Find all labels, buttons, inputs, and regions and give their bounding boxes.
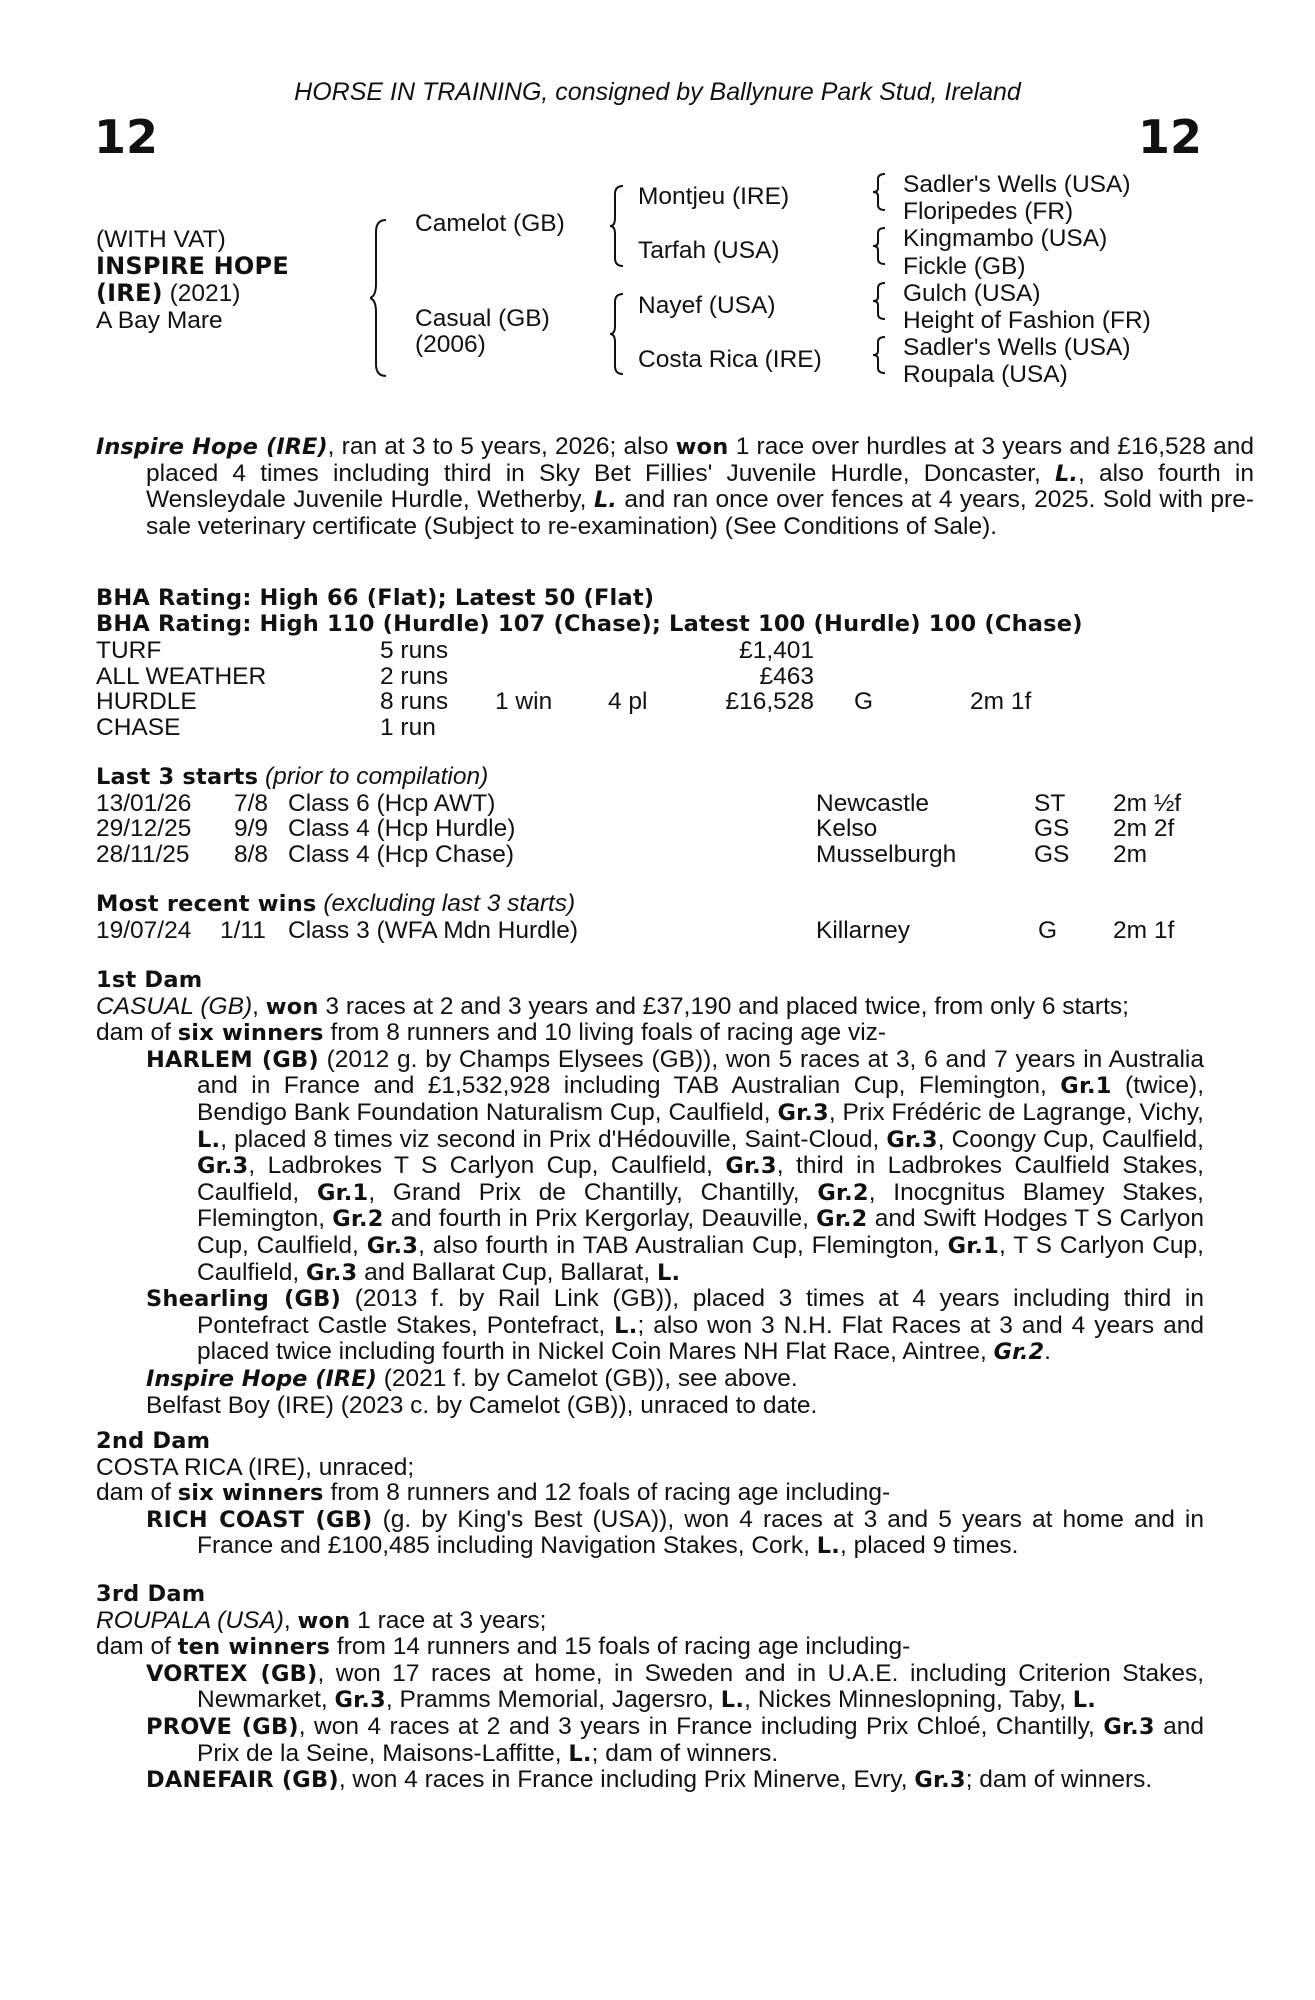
text: , won 17 races at home, in Sweden and in U.A.E. including Criterion Stakes, Newmarket, xyxy=(197,1659,1204,1714)
produce-name: Inspire Hope (IRE) xyxy=(146,1365,377,1392)
race-row xyxy=(96,918,1204,944)
grandsire-2: Nayef (USA) xyxy=(638,292,776,319)
recent-wins-title: Most recent wins xyxy=(96,891,317,917)
text: (2013 f. by Rail Link (GB)), placed 3 times at 4 years including third in Pontefract Castle Stakes, Pontefract, xyxy=(197,1285,1204,1339)
record-type: CHASE xyxy=(96,713,181,741)
race-row xyxy=(96,842,1204,868)
page-header: HORSE IN TRAINING, consigned by Ballynure Park Stud, Ireland xyxy=(294,78,1021,106)
last3-heading xyxy=(96,764,1204,791)
race-position: 8/8 xyxy=(234,840,269,868)
grade: Gr.3 xyxy=(886,1126,938,1153)
text: ; dam of winners. xyxy=(965,1766,1153,1794)
produce-shearling xyxy=(96,1286,1204,1366)
produce-harlem xyxy=(96,1047,1204,1286)
text: from 8 runners and 12 foals of racing age including- xyxy=(323,1479,891,1507)
brace-gg-4 xyxy=(873,335,887,375)
intro-listed-2: L. xyxy=(593,487,617,514)
brace-gg-3 xyxy=(873,281,887,321)
produce-danefair xyxy=(96,1767,1204,1794)
race-going: GS xyxy=(1034,815,1070,843)
race-course: Newcastle xyxy=(816,789,930,817)
record-earnings: £16,528 xyxy=(725,688,814,716)
horse-name: INSPIRE HOPE xyxy=(96,252,289,280)
text: and Ballarat Cup, Ballarat, xyxy=(357,1258,657,1286)
produce-name: VORTEX (GB) xyxy=(146,1660,318,1687)
winners-count: six winners xyxy=(177,1480,324,1507)
text: and Prix de la Seine, Maisons-Laffitte, xyxy=(197,1712,1205,1767)
winners-count: ten winners xyxy=(177,1634,331,1661)
grade: Gr.2 xyxy=(816,1206,868,1233)
text: dam of xyxy=(96,1019,178,1047)
intro-paragraph xyxy=(96,434,1254,539)
race-position: 1/11 xyxy=(220,916,266,944)
text: (2012 g. by Champs Elysees (GB)), won 5 races at 3, 6 and 7 years in Australia and in France and £1,532,928 including TAB Australian Cup, Flemington, xyxy=(197,1045,1205,1100)
text: from 8 runners and 10 living foals of racing age viz- xyxy=(323,1019,887,1047)
produce-name: HARLEM (GB) xyxy=(146,1046,319,1073)
brace-gg-1 xyxy=(873,172,887,212)
race-class: Class 4 (Hcp Hurdle) xyxy=(288,815,516,843)
intro-text-2: 1 race over hurdles at 3 years and £16,528 and placed 4 times including third in Sky Bet Fillies' Juvenile Hurdle, Doncaster, xyxy=(146,433,1254,487)
race-date: 28/11/25 xyxy=(96,840,190,868)
dam-year: (2006) xyxy=(415,331,486,358)
produce-name: Shearling (GB) xyxy=(146,1286,342,1313)
produce-belfast-boy: Belfast Boy (IRE) (2023 c. by Camelot (GB)), unraced to date. xyxy=(146,1391,818,1419)
second-dam-section xyxy=(96,1429,1204,1560)
intro-won: won xyxy=(675,434,729,460)
produce-name: RICH COAST (GB) xyxy=(146,1506,373,1533)
brace-dam xyxy=(610,292,626,376)
race-going: GS xyxy=(1034,840,1070,868)
record-row xyxy=(96,638,1204,664)
record-type: HURDLE xyxy=(96,688,197,716)
granddam-1: Tarfah (USA) xyxy=(638,237,780,264)
horse-description: A Bay Mare xyxy=(96,307,223,334)
record-type: TURF xyxy=(96,637,162,664)
race-course: Musselburgh xyxy=(816,840,957,868)
recent-wins-note: (excluding last 3 starts) xyxy=(323,890,576,917)
great-grandparents xyxy=(903,171,1151,389)
grade: Gr.3 xyxy=(334,1687,386,1714)
record-type: ALL WEATHER xyxy=(96,662,267,690)
last3-title: Last 3 starts xyxy=(96,764,259,790)
record-row xyxy=(96,715,1204,741)
text: , won 4 races at 2 and 3 years in France including Prix Chloé, Chantilly, xyxy=(298,1712,1104,1740)
lot-number-left: 12 xyxy=(94,110,159,164)
ratings-block xyxy=(96,586,1204,637)
granddam-2: Costa Rica (IRE) xyxy=(638,346,822,373)
record-wins: 1 win xyxy=(495,688,553,716)
winners-count: six winners xyxy=(177,1020,324,1047)
produce-inspire-hope xyxy=(96,1366,1204,1393)
grade: L. xyxy=(720,1687,745,1714)
grade: Gr.3 xyxy=(914,1767,966,1794)
grade: Gr.1 xyxy=(316,1179,369,1206)
race-row xyxy=(96,816,1204,842)
text: and Swift Hodges T S Carlyon Cup, Caulfield, xyxy=(197,1205,1204,1259)
race-date: 13/01/26 xyxy=(96,789,192,817)
text: , xyxy=(283,1606,298,1634)
record-row xyxy=(96,689,1204,715)
second-dam-title: 2nd Dam xyxy=(96,1428,211,1454)
horse-year: (2021) xyxy=(169,280,241,307)
won-label: won xyxy=(265,993,319,1020)
record-runs: 8 runs xyxy=(380,688,449,716)
grade: Gr.3 xyxy=(197,1153,249,1180)
gg-2: Floripedes (FR) xyxy=(903,198,1074,226)
race-class: Class 4 (Hcp Chase) xyxy=(288,840,515,868)
grade: L. xyxy=(1072,1687,1097,1714)
first-dam-line xyxy=(96,994,1204,1021)
race-distance: 2m 2f xyxy=(1113,815,1175,843)
race-distance: 2m ½f xyxy=(1113,789,1182,817)
race-class: Class 6 (Hcp AWT) xyxy=(288,789,496,817)
grade: Gr.2 xyxy=(993,1339,1045,1366)
race-course: Killarney xyxy=(816,916,910,944)
text: 3 races at 2 and 3 years and £37,190 and placed twice, from only 6 starts; xyxy=(318,992,1129,1020)
race-distance: 2m xyxy=(1113,840,1148,868)
race-position: 7/8 xyxy=(234,789,269,817)
text: , Nickes Minneslopning, Taby, xyxy=(744,1686,1073,1714)
vat-label: (WITH VAT) xyxy=(96,226,226,253)
record-earnings: £1,401 xyxy=(739,637,814,664)
first-dam-name: CASUAL (GB) xyxy=(96,992,253,1020)
intro-horse-name: Inspire Hope (IRE) xyxy=(96,434,328,460)
text: , Prix Frédéric de Lagrange, Vichy, xyxy=(828,1098,1204,1126)
grade: Gr.2 xyxy=(332,1206,384,1233)
race-distance: 2m 1f xyxy=(1113,916,1175,944)
gg-1: Sadler's Wells (USA) xyxy=(903,171,1131,198)
third-dam-section xyxy=(96,1582,1204,1794)
horse-name-line2 xyxy=(96,280,289,307)
gg-8: Roupala (USA) xyxy=(903,361,1068,389)
text: , Ladbrokes T S Carlyon Cup, Caulfield, xyxy=(248,1152,726,1180)
brace-sire xyxy=(610,184,626,268)
gg-6: Height of Fashion (FR) xyxy=(903,307,1151,335)
grade: L. xyxy=(197,1126,221,1153)
grade: Gr.1 xyxy=(1060,1073,1112,1100)
record-distance: 2m 1f xyxy=(970,688,1032,716)
grade: Gr.3 xyxy=(777,1099,829,1126)
recent-wins xyxy=(96,891,1204,943)
grade: L. xyxy=(614,1312,638,1339)
grade: L. xyxy=(568,1740,592,1767)
text: and fourth in Prix Kergorlay, Deauville, xyxy=(383,1205,817,1233)
third-dam-line xyxy=(96,1608,1204,1635)
text: (twice), Bendigo Bank Foundation Naturalism Cup, Caulfield, xyxy=(197,1072,1204,1126)
text: , Grand Prix de Chantilly, Chantilly, xyxy=(368,1178,818,1206)
text: , xyxy=(252,992,266,1020)
record-table xyxy=(96,638,1204,740)
grade: Gr.3 xyxy=(1103,1713,1155,1740)
race-date: 29/12/25 xyxy=(96,815,192,843)
text: , Inocgnitus Blamey Stakes, Flemington, xyxy=(197,1178,1204,1233)
grade: Gr.2 xyxy=(817,1179,869,1206)
won-label: won xyxy=(297,1607,351,1634)
first-dam-produce-line xyxy=(96,1020,1204,1047)
text: , won 4 races in France including Prix Minerve, Evry, xyxy=(338,1766,915,1794)
rating-jumps: BHA Rating: High 110 (Hurdle) 107 (Chase); Latest 100 (Hurdle) 100 (Chase) xyxy=(96,610,1083,637)
third-dam-name: ROUPALA (USA) xyxy=(96,1606,284,1634)
text: , placed 9 times. xyxy=(839,1532,1019,1560)
record-going: G xyxy=(854,688,874,716)
dam-name-line1: Casual (GB) xyxy=(415,305,550,332)
intro-listed-1: L. xyxy=(1055,460,1078,487)
text: 1 race at 3 years; xyxy=(350,1606,547,1634)
grade: L. xyxy=(816,1533,840,1560)
first-dam-section xyxy=(96,968,1204,1418)
record-earnings: £463 xyxy=(759,662,814,690)
grade: L. xyxy=(656,1259,681,1286)
brace-gen1 xyxy=(370,218,390,378)
third-dam-produce-line xyxy=(96,1634,1204,1661)
grade: Gr.3 xyxy=(366,1232,419,1259)
second-dam-produce-line xyxy=(96,1480,1204,1507)
text: from 14 runners and 15 foals of racing age including- xyxy=(330,1633,911,1661)
race-row xyxy=(96,791,1204,817)
race-date: 19/07/24 xyxy=(96,916,192,944)
sire-name: Camelot (GB) xyxy=(415,210,565,237)
gg-5: Gulch (USA) xyxy=(903,279,1041,307)
record-placed: 4 pl xyxy=(608,688,648,716)
text: ; dam of winners. xyxy=(591,1739,779,1767)
grandsire-1: Montjeu (IRE) xyxy=(638,183,790,210)
produce-name: PROVE (GB) xyxy=(146,1713,299,1740)
text: , T S Carlyon Cup, Caulfield, xyxy=(197,1231,1204,1286)
second-dam-line: COSTA RICA (IRE), unraced; xyxy=(96,1453,415,1481)
record-runs: 1 run xyxy=(380,713,436,741)
third-dam-title: 3rd Dam xyxy=(96,1581,206,1607)
race-going: G xyxy=(1038,916,1058,944)
text: (g. by King's Best (USA)), won 4 races at 3 and 5 years at home and in France and £100,485 including Navigation Stakes, Cork, xyxy=(197,1505,1204,1560)
text: , third in Ladbrokes Caulfield Stakes, Caulfield, xyxy=(197,1152,1204,1206)
horse-identity xyxy=(96,226,289,334)
text: , placed 8 times viz second in Prix d'Hédouville, Saint-Cloud, xyxy=(220,1125,887,1153)
first-dam-title: 1st Dam xyxy=(96,967,203,993)
race-class: Class 3 (WFA Mdn Hurdle) xyxy=(288,916,578,944)
text: . xyxy=(1044,1338,1051,1366)
last-3-starts xyxy=(96,764,1204,867)
dam-name xyxy=(415,306,550,358)
record-runs: 2 runs xyxy=(380,662,449,690)
record-row xyxy=(96,664,1204,690)
text: (2021 f. by Camelot (GB)), see above. xyxy=(376,1364,798,1392)
text: , Pramms Memorial, Jagersro, xyxy=(385,1686,721,1714)
intro-text-4: and ran once over fences at 4 years, 2025. Sold with pre-sale veterinary certificate (Subject to re-examination) (See Conditions of Sale). xyxy=(146,486,1255,540)
gg-4: Fickle (GB) xyxy=(903,252,1026,280)
last3-note: (prior to compilation) xyxy=(264,763,489,790)
text: , also fourth in TAB Australian Cup, Flemington, xyxy=(418,1231,948,1259)
horse-country: (IRE) xyxy=(96,279,163,307)
lot-number-right: 12 xyxy=(1137,110,1202,164)
text: dam of xyxy=(96,1479,178,1507)
rating-flat: BHA Rating: High 66 (Flat); Latest 50 (Flat) xyxy=(96,585,655,611)
text: ; also won 3 N.H. Flat Races at 3 and 4 years and placed twice including fourth in Nickel Coin Mares NH Flat Race, Aintree, xyxy=(197,1311,1204,1366)
recent-wins-heading xyxy=(96,891,1204,918)
brace-gg-2 xyxy=(873,226,887,266)
intro-text-1: , ran at 3 to 5 years, 2026; also xyxy=(327,433,676,460)
produce-rich-coast xyxy=(96,1507,1204,1560)
gg-7: Sadler's Wells (USA) xyxy=(903,334,1131,362)
grade: Gr.3 xyxy=(725,1153,777,1180)
gg-3: Kingmambo (USA) xyxy=(903,225,1108,253)
text: , Coongy Cup, Caulfield, xyxy=(937,1125,1204,1153)
produce-prove xyxy=(96,1714,1204,1767)
produce-name: DANEFAIR (GB) xyxy=(146,1767,339,1794)
intro-text-3: , also fourth in Wensleydale Juvenile Hurdle, Wetherby, xyxy=(146,459,1254,514)
race-going: ST xyxy=(1034,789,1066,817)
grade: Gr.1 xyxy=(947,1232,999,1259)
text: dam of xyxy=(96,1633,178,1661)
grade: Gr.3 xyxy=(305,1259,358,1286)
produce-vortex xyxy=(96,1661,1204,1714)
race-position: 9/9 xyxy=(234,815,269,843)
race-course: Kelso xyxy=(816,815,878,843)
record-runs: 5 runs xyxy=(380,637,449,664)
